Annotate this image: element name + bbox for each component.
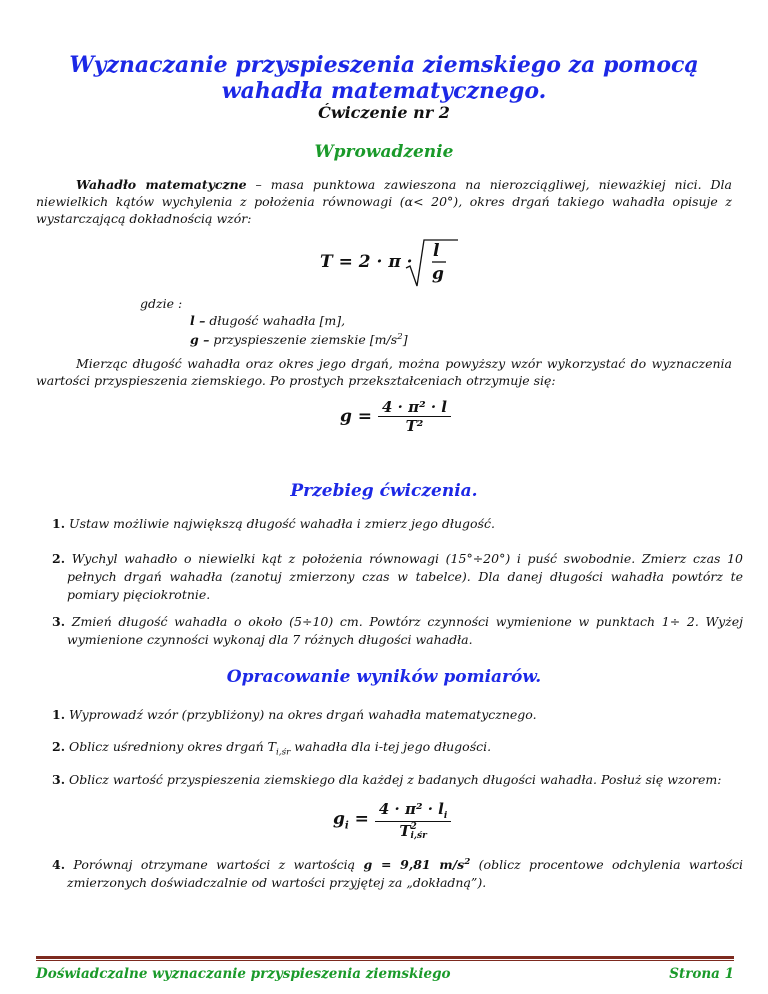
g-formula-numerator: 4 · π² · l — [378, 398, 451, 417]
term-pendulum: Wahadło matematyczne — [76, 177, 247, 192]
where-label: gdzie : — [140, 296, 183, 311]
analysis-item-4-post: (oblicz procentowe odchylenia wartości zmierzonych doświadczalnie od wartości przyjętej za „dokładną”). — [67, 857, 743, 891]
analysis-item-4-pre: Porównaj otrzymane wartości z wartością — [65, 857, 364, 873]
gi-formula-den-sub: i,śr — [410, 831, 427, 841]
analysis-item-1-num: 1. — [52, 707, 66, 722]
term-definition: – masa punktowa zawieszona na nierozciągliwej, nieważkiej nici. Dla niewielkich kątów wychylenia z położenia równowagi (α< 20°), okres drgań takiego wahadła opisuje z wystarczającą dokładnością wzór: — [36, 177, 732, 226]
analysis-item-2-sub: i,śr — [276, 747, 291, 758]
gi-formula-den-sup: 2 — [410, 822, 417, 832]
analysis-item-4-exp: 2 — [464, 857, 471, 867]
analysis-item-4-num: 4. — [52, 857, 66, 873]
gi-formula-numerator-sub: i — [443, 811, 448, 821]
procedure-item-1 — [52, 515, 728, 533]
section-heading-intro: Wprowadzenie — [314, 142, 454, 162]
gi-formula-numerator: 4 · π² · l — [378, 800, 444, 818]
analysis-item-2 — [52, 738, 728, 762]
page-title — [0, 52, 768, 104]
gi-formula — [333, 800, 451, 841]
title-line-1: Wyznaczanie przyspieszenia ziemskiego za pomocą — [69, 52, 699, 78]
footer-title: Doświadczalne wyznaczanie przyspieszenia ziemskiego — [36, 966, 451, 982]
exercise-number: Ćwiczenie nr 2 — [318, 103, 450, 122]
formula-lhs: T = 2 · π · — [320, 252, 413, 272]
var-l-desc: długość wahadła [m], — [205, 313, 346, 328]
analysis-item-1 — [52, 706, 728, 724]
analysis-item-3-num: 3. — [52, 772, 66, 787]
g-formula-lhs: g = — [340, 406, 373, 427]
intro-paragraph — [36, 176, 732, 227]
title-line-2: wahadła matematycznego. — [221, 78, 547, 104]
gi-formula-lhs: g — [333, 809, 345, 830]
analysis-item-3-text: Oblicz wartość przyspieszenia ziemskiego dla każdej z badanych długości wahadła. Posłuż się wzorem: — [65, 772, 722, 787]
gi-formula-lhs-sub: i — [344, 819, 349, 832]
procedure-item-2 — [52, 550, 743, 604]
analysis-item-4 — [52, 853, 743, 892]
procedure-item-3 — [52, 613, 743, 649]
page-number: Strona 1 — [669, 966, 734, 982]
intro-paragraph-2-text: Mierząc długość wahadła oraz okres jego drgań, można powyższy wzór wykorzystać do wyznaczenia wartości przyspieszenia ziemskiego. Po prostych przekształceniach otrzymuje się: — [36, 356, 732, 388]
var-g-end: ] — [402, 332, 408, 348]
section-heading-analysis: Opracowanie wyników pomiarów. — [226, 667, 542, 687]
var-l — [190, 312, 345, 329]
var-l-symbol: l – — [190, 313, 206, 328]
gi-formula-denominator: T — [399, 822, 411, 840]
var-g-symbol: g – — [190, 332, 210, 348]
g-formula — [340, 398, 451, 435]
formula-denominator: g — [432, 264, 444, 284]
var-g-desc: przyspieszenie ziemskie [m/s — [209, 332, 398, 348]
analysis-item-2-post: wahadła dla i-tej jego długości. — [290, 739, 492, 754]
procedure-item-2-text: Wychyl wahadło o niewielki kąt z położenia równowagi (15°÷20°) i puść swobodnie. Zmierz czas 10 pełnych drgań wahadła (zanotuj zmierzony czas w tabelce). Dla danej długości wahadła powtórz te pomiary pięciokrotnie. — [65, 551, 743, 602]
analysis-item-2-num: 2. — [52, 739, 66, 754]
analysis-item-3 — [52, 771, 728, 789]
section-heading-procedure: Przebieg ćwiczenia. — [290, 481, 478, 501]
var-g-exp: 2 — [397, 332, 403, 342]
footer-rule-thick — [36, 956, 734, 959]
analysis-item-2-pre: Oblicz uśredniony okres drgań T — [65, 739, 276, 754]
footer-rule-thin — [36, 960, 734, 961]
formula-numerator: l — [433, 241, 440, 261]
var-g — [190, 329, 408, 348]
procedure-item-1-num: 1. — [52, 516, 66, 531]
procedure-item-3-text: Zmień długość wahadła o około (5÷10) cm. Powtórz czynności wymienione w punktach 1÷ 2. Wyżej wymienione czynności wykonaj dla 7 różnych długości wahadła. — [65, 614, 743, 647]
analysis-item-4-value: g = 9,81 m/s — [363, 857, 465, 873]
procedure-item-2-num: 2. — [52, 551, 66, 566]
g-formula-denominator: T² — [405, 417, 424, 435]
procedure-item-1-text: Ustaw możliwie największą długość wahadła i zmierz jego długość. — [65, 516, 495, 531]
intro-paragraph-2 — [36, 355, 732, 389]
gi-formula-eq: = — [348, 809, 369, 830]
procedure-item-3-num: 3. — [52, 614, 66, 629]
analysis-item-1-text: Wyprowadź wzór (przybliżony) na okres drgań wahadła matematycznego. — [65, 707, 537, 722]
